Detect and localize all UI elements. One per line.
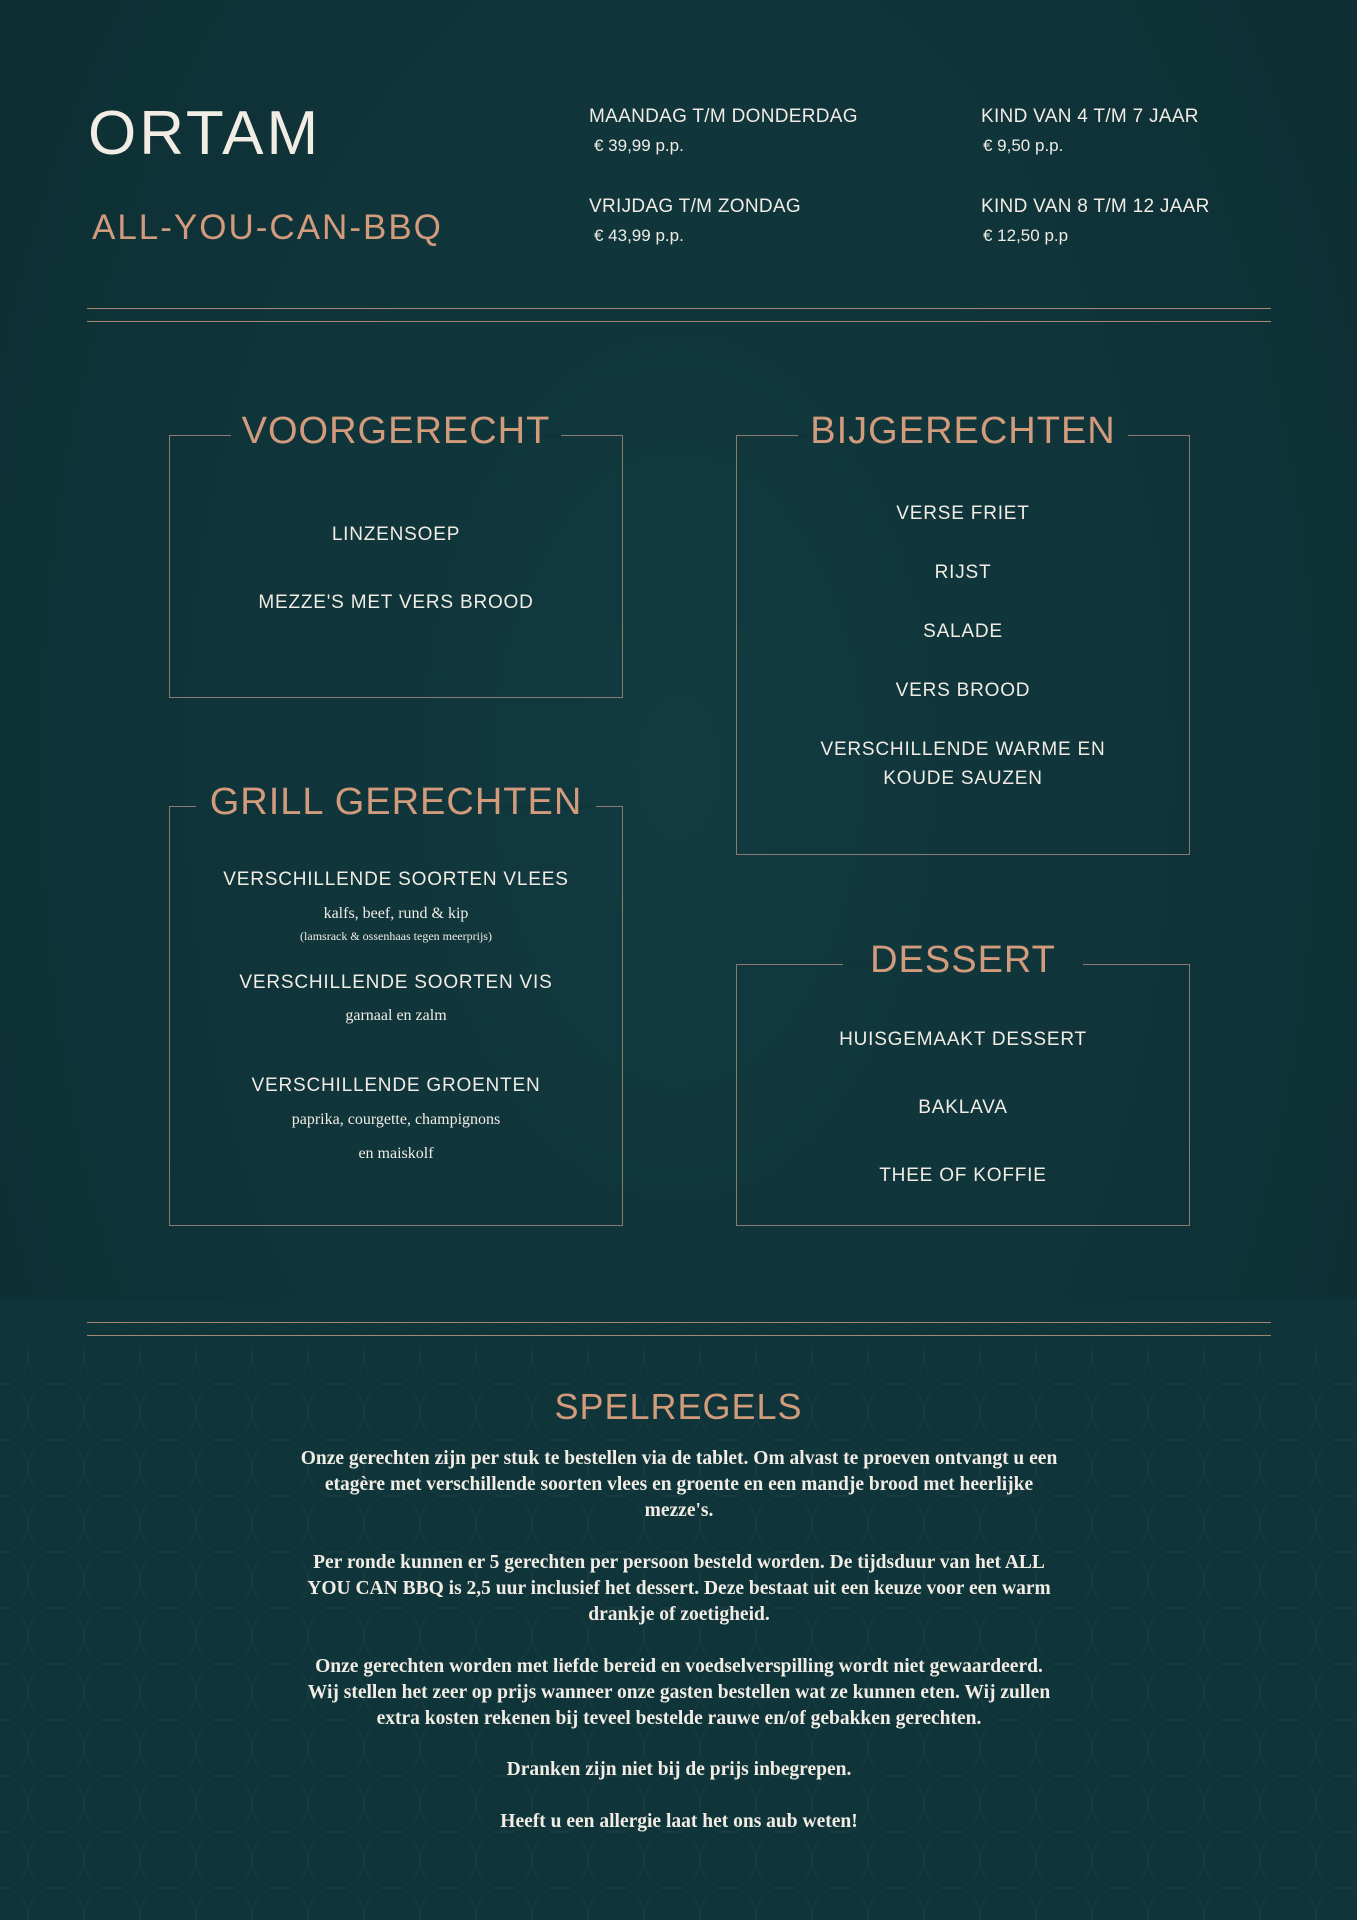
menu-item: RIJST (934, 562, 992, 583)
menu-item-detail: kalfs, beef, rund & kip (323, 905, 469, 922)
divider-top-1 (87, 308, 1271, 309)
menu-item: VERSE FRIET (896, 503, 1030, 524)
rules-line: drankje of zoetigheid. (588, 1604, 770, 1625)
rules-paragraph-5 (248, 1809, 1110, 1835)
price-value: € 9,50 p.p. (983, 136, 1064, 155)
section-grill (169, 781, 623, 1226)
rules-line: extra kosten rekenen bij teveel bestelde rauwe en/of gebakken gerechten. (376, 1708, 982, 1729)
menu-item: HUISGEMAAKT DESSERT (839, 1029, 1087, 1050)
price-weekdays (589, 106, 858, 156)
logo-text: ORTAM (88, 99, 322, 168)
menu-item: VERSCHILLENDE SOORTEN VIS (239, 972, 553, 993)
price-label: KIND VAN 8 T/M 12 JAAR (981, 196, 1210, 217)
menu-item: THEE OF KOFFIE (879, 1165, 1047, 1186)
rules-line: Dranken zijn niet bij de prijs inbegrepen. (506, 1759, 852, 1780)
pattern-fade (0, 1300, 1357, 1380)
price-child-4-7 (981, 106, 1199, 156)
menu-item: LINZENSOEP (331, 524, 461, 545)
menu-item: VERSCHILLENDE WARME EN (820, 739, 1106, 760)
rules-paragraph-2 (248, 1550, 1110, 1628)
menu-item: MEZZE'S MET VERS BROOD (258, 592, 534, 613)
price-value: € 12,50 p.p (983, 226, 1069, 245)
spelregels-title: SPELREGELS (554, 1386, 803, 1427)
price-weekend (589, 196, 801, 246)
rules-line: Per ronde kunnen er 5 gerechten per persoon besteld worden. De tijdsduur van het ALL (313, 1552, 1045, 1573)
divider-top-2 (87, 321, 1271, 322)
menu-item: KOUDE SAUZEN (883, 768, 1043, 789)
rules-line: Heeft u een allergie laat het ons aub weten! (500, 1811, 858, 1832)
price-label: VRIJDAG T/M ZONDAG (589, 196, 801, 217)
section-title: BIJGERECHTEN (810, 410, 1116, 452)
price-label: MAANDAG T/M DONDERDAG (589, 106, 858, 127)
logo-wordmark (88, 96, 328, 172)
rules-line: Onze gerechten zijn per stuk te bestellen via de tablet. Om alvast te proeven ontvangt u een (300, 1448, 1058, 1469)
section-title: GRILL GERECHTEN (209, 781, 583, 823)
price-value: € 43,99 p.p. (594, 226, 684, 245)
section-title: VOORGERECHT (241, 410, 551, 452)
menu-item: BAKLAVA (918, 1097, 1008, 1118)
menu-item: VERS BROOD (895, 680, 1031, 701)
section-voorgerecht (169, 410, 623, 698)
rules-line: YOU CAN BBQ is 2,5 uur inclusief het dessert. Deze bestaat uit een keuze voor een warm (307, 1578, 1051, 1599)
menu-item: VERSCHILLENDE SOORTEN VLEES (223, 869, 569, 890)
price-value: € 39,99 p.p. (594, 136, 684, 155)
rules-line: Onze gerechten worden met liefde bereid en voedselverspilling wordt niet gewaardeerd. (315, 1656, 1043, 1677)
rules-paragraph-3 (248, 1654, 1110, 1732)
menu-item-note: (lamsrack & ossenhaas tegen meerprijs) (300, 929, 492, 943)
ortam-logo (88, 96, 328, 172)
menu-item-detail: garnaal en zalm (345, 1007, 447, 1024)
section-dessert (736, 939, 1190, 1226)
section-bijgerechten (736, 410, 1190, 855)
menu-item: VERSCHILLENDE GROENTEN (251, 1075, 541, 1096)
menu-item: SALADE (923, 621, 1003, 642)
divider-bottom-1 (87, 1322, 1271, 1323)
price-child-8-12 (981, 196, 1210, 246)
menu-item-detail: paprika, courgette, champignons (291, 1111, 501, 1128)
menu-item-detail: en maiskolf (358, 1145, 434, 1162)
rules-paragraph-4 (248, 1757, 1110, 1783)
tagline: ALL-YOU-CAN-BBQ (92, 208, 443, 247)
rules-line: Wij stellen het zeer op prijs wanneer onze gasten bestellen wat ze kunnen eten. Wij zullen (307, 1682, 1051, 1703)
rules-paragraph-1 (248, 1446, 1110, 1524)
price-label: KIND VAN 4 T/M 7 JAAR (981, 106, 1199, 127)
section-title: DESSERT (870, 939, 1056, 981)
rules-line: etagère met verschillende soorten vlees en groente en een mandje brood met heerlijke (324, 1474, 1034, 1495)
rules-line: mezze's. (644, 1500, 714, 1521)
divider-bottom-2 (87, 1335, 1271, 1336)
